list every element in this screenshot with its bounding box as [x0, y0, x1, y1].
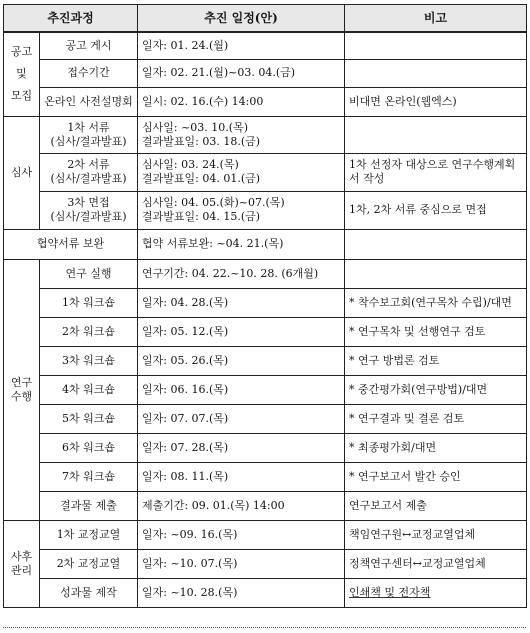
note-cell: 1차 선정자 대상으로 연구수행계획서 작성 — [345, 153, 527, 191]
note-cell: * 연구목차 및 선행연구 검토 — [345, 317, 527, 346]
stage-cell: 7차 워크숍 — [40, 462, 138, 491]
stage-cell: 2차 워크숍 — [40, 317, 138, 346]
note-cell: 1차, 2차 서류 중심으로 면접 — [345, 191, 527, 229]
note-cell: * 착수보고회(연구목차 수립)/대면 — [345, 288, 527, 317]
table-row — [4, 191, 527, 229]
stage-cell: 온라인 사전설명회 — [40, 87, 138, 116]
schedule-cell: 일자: 05. 26.(목) — [138, 346, 345, 375]
schedule-cell: 심사일: 04. 05.(화)~07.(목) 결과발표일: 04. 15.(금) — [138, 191, 345, 229]
schedule-cell: 일자: 01. 24.(월) — [138, 32, 345, 59]
group-announce: 공고 및 모집 — [4, 32, 40, 116]
table-row — [4, 433, 527, 462]
stage-cell: 5차 워크숍 — [40, 404, 138, 433]
table-row — [4, 317, 527, 346]
note-cell: * 연구 방법론 검토 — [345, 346, 527, 375]
schedule-cell: 일자: ~10. 07.(목) — [138, 549, 345, 578]
schedule-cell: 심사일: ~03. 10.(목) 결과발표일: 03. 18.(금) — [138, 116, 345, 153]
note-cell — [345, 59, 527, 87]
note-cell — [345, 229, 527, 259]
schedule-cell: 일자: 04. 28.(목) — [138, 288, 345, 317]
table-row — [4, 59, 527, 87]
table-row — [4, 229, 527, 259]
header-row — [4, 5, 527, 33]
note-cell: 정책연구센터↔교정교열업체 — [345, 549, 527, 578]
header-process: 추진과정 — [4, 5, 138, 33]
note-cell — [345, 259, 527, 288]
schedule-cell: 일자: ~10. 28.(목) — [138, 578, 345, 607]
schedule-cell: 일자: 08. 11.(목) — [138, 462, 345, 491]
header-schedule: 추진 일정(안) — [138, 5, 345, 33]
note-cell: * 최종평가회/대면 — [345, 433, 527, 462]
schedule-cell: 제출기간: 09. 01.(목) 14:00 — [138, 491, 345, 520]
table-row — [4, 578, 527, 607]
table-row — [4, 259, 527, 288]
note-cell: 연구보고서 제출 — [345, 491, 527, 520]
note-cell: 비대면 온라인(웹엑스) — [345, 87, 527, 116]
table-row — [4, 520, 527, 549]
stage-cell: 6차 워크숍 — [40, 433, 138, 462]
stage-cell: 협약서류 보완 — [4, 229, 138, 259]
page-divider — [3, 627, 526, 628]
schedule-cell: 협약 서류보완: ~04. 21.(목) — [138, 229, 345, 259]
note-cell: 인쇄책 및 전자책 — [345, 578, 527, 607]
group-research: 연구 수행 — [4, 259, 40, 520]
table-row — [4, 462, 527, 491]
table-row — [4, 153, 527, 191]
schedule-table — [3, 4, 527, 608]
table-row — [4, 116, 527, 153]
stage-cell: 공고 게시 — [40, 32, 138, 59]
stage-cell: 3차 면접 (심사/결과발표) — [40, 191, 138, 229]
table-row — [4, 404, 527, 433]
header-note: 비고 — [345, 5, 527, 33]
schedule-cell: 일자: 07. 07.(목) — [138, 404, 345, 433]
table-row — [4, 346, 527, 375]
stage-cell: 결과물 제출 — [40, 491, 138, 520]
stage-cell: 4차 워크숍 — [40, 375, 138, 404]
schedule-cell: 일자: 02. 21.(월)~03. 04.(금) — [138, 59, 345, 87]
note-cell — [345, 116, 527, 153]
stage-cell: 3차 워크숍 — [40, 346, 138, 375]
group-review: 심사 — [4, 116, 40, 229]
stage-cell: 2차 서류 (심사/결과발표) — [40, 153, 138, 191]
schedule-cell: 일시: 02. 16.(수) 14:00 — [138, 87, 345, 116]
table-row — [4, 549, 527, 578]
stage-cell: 연구 실행 — [40, 259, 138, 288]
note-cell: * 연구보고서 발간 승인 — [345, 462, 527, 491]
stage-cell: 2차 교정교열 — [40, 549, 138, 578]
schedule-cell: 일자: 06. 16.(목) — [138, 375, 345, 404]
table-row — [4, 32, 527, 59]
note-cell: * 중간평가회(연구방법)/대면 — [345, 375, 527, 404]
schedule-cell: 일자: ~09. 16.(목) — [138, 520, 345, 549]
schedule-cell: 일자: 05. 12.(목) — [138, 317, 345, 346]
schedule-cell: 연구기간: 04. 22.~10. 28. (6개월) — [138, 259, 345, 288]
table-row — [4, 375, 527, 404]
table-row — [4, 87, 527, 116]
stage-cell: 1차 워크숍 — [40, 288, 138, 317]
schedule-cell: 일자: 07. 28.(목) — [138, 433, 345, 462]
stage-cell: 1차 교정교열 — [40, 520, 138, 549]
stage-cell: 접수기간 — [40, 59, 138, 87]
stage-cell: 1차 서류 (심사/결과발표) — [40, 116, 138, 153]
schedule-cell: 심사일: 03. 24.(목) 결과발표일: 04. 01.(금) — [138, 153, 345, 191]
note-cell — [345, 32, 527, 59]
note-cell: 책임연구원↔교정교열업체 — [345, 520, 527, 549]
note-cell: * 연구결과 및 결론 검토 — [345, 404, 527, 433]
table-row — [4, 491, 527, 520]
group-after: 사후 관리 — [4, 520, 40, 607]
stage-cell: 성과물 제작 — [40, 578, 138, 607]
table-row — [4, 288, 527, 317]
